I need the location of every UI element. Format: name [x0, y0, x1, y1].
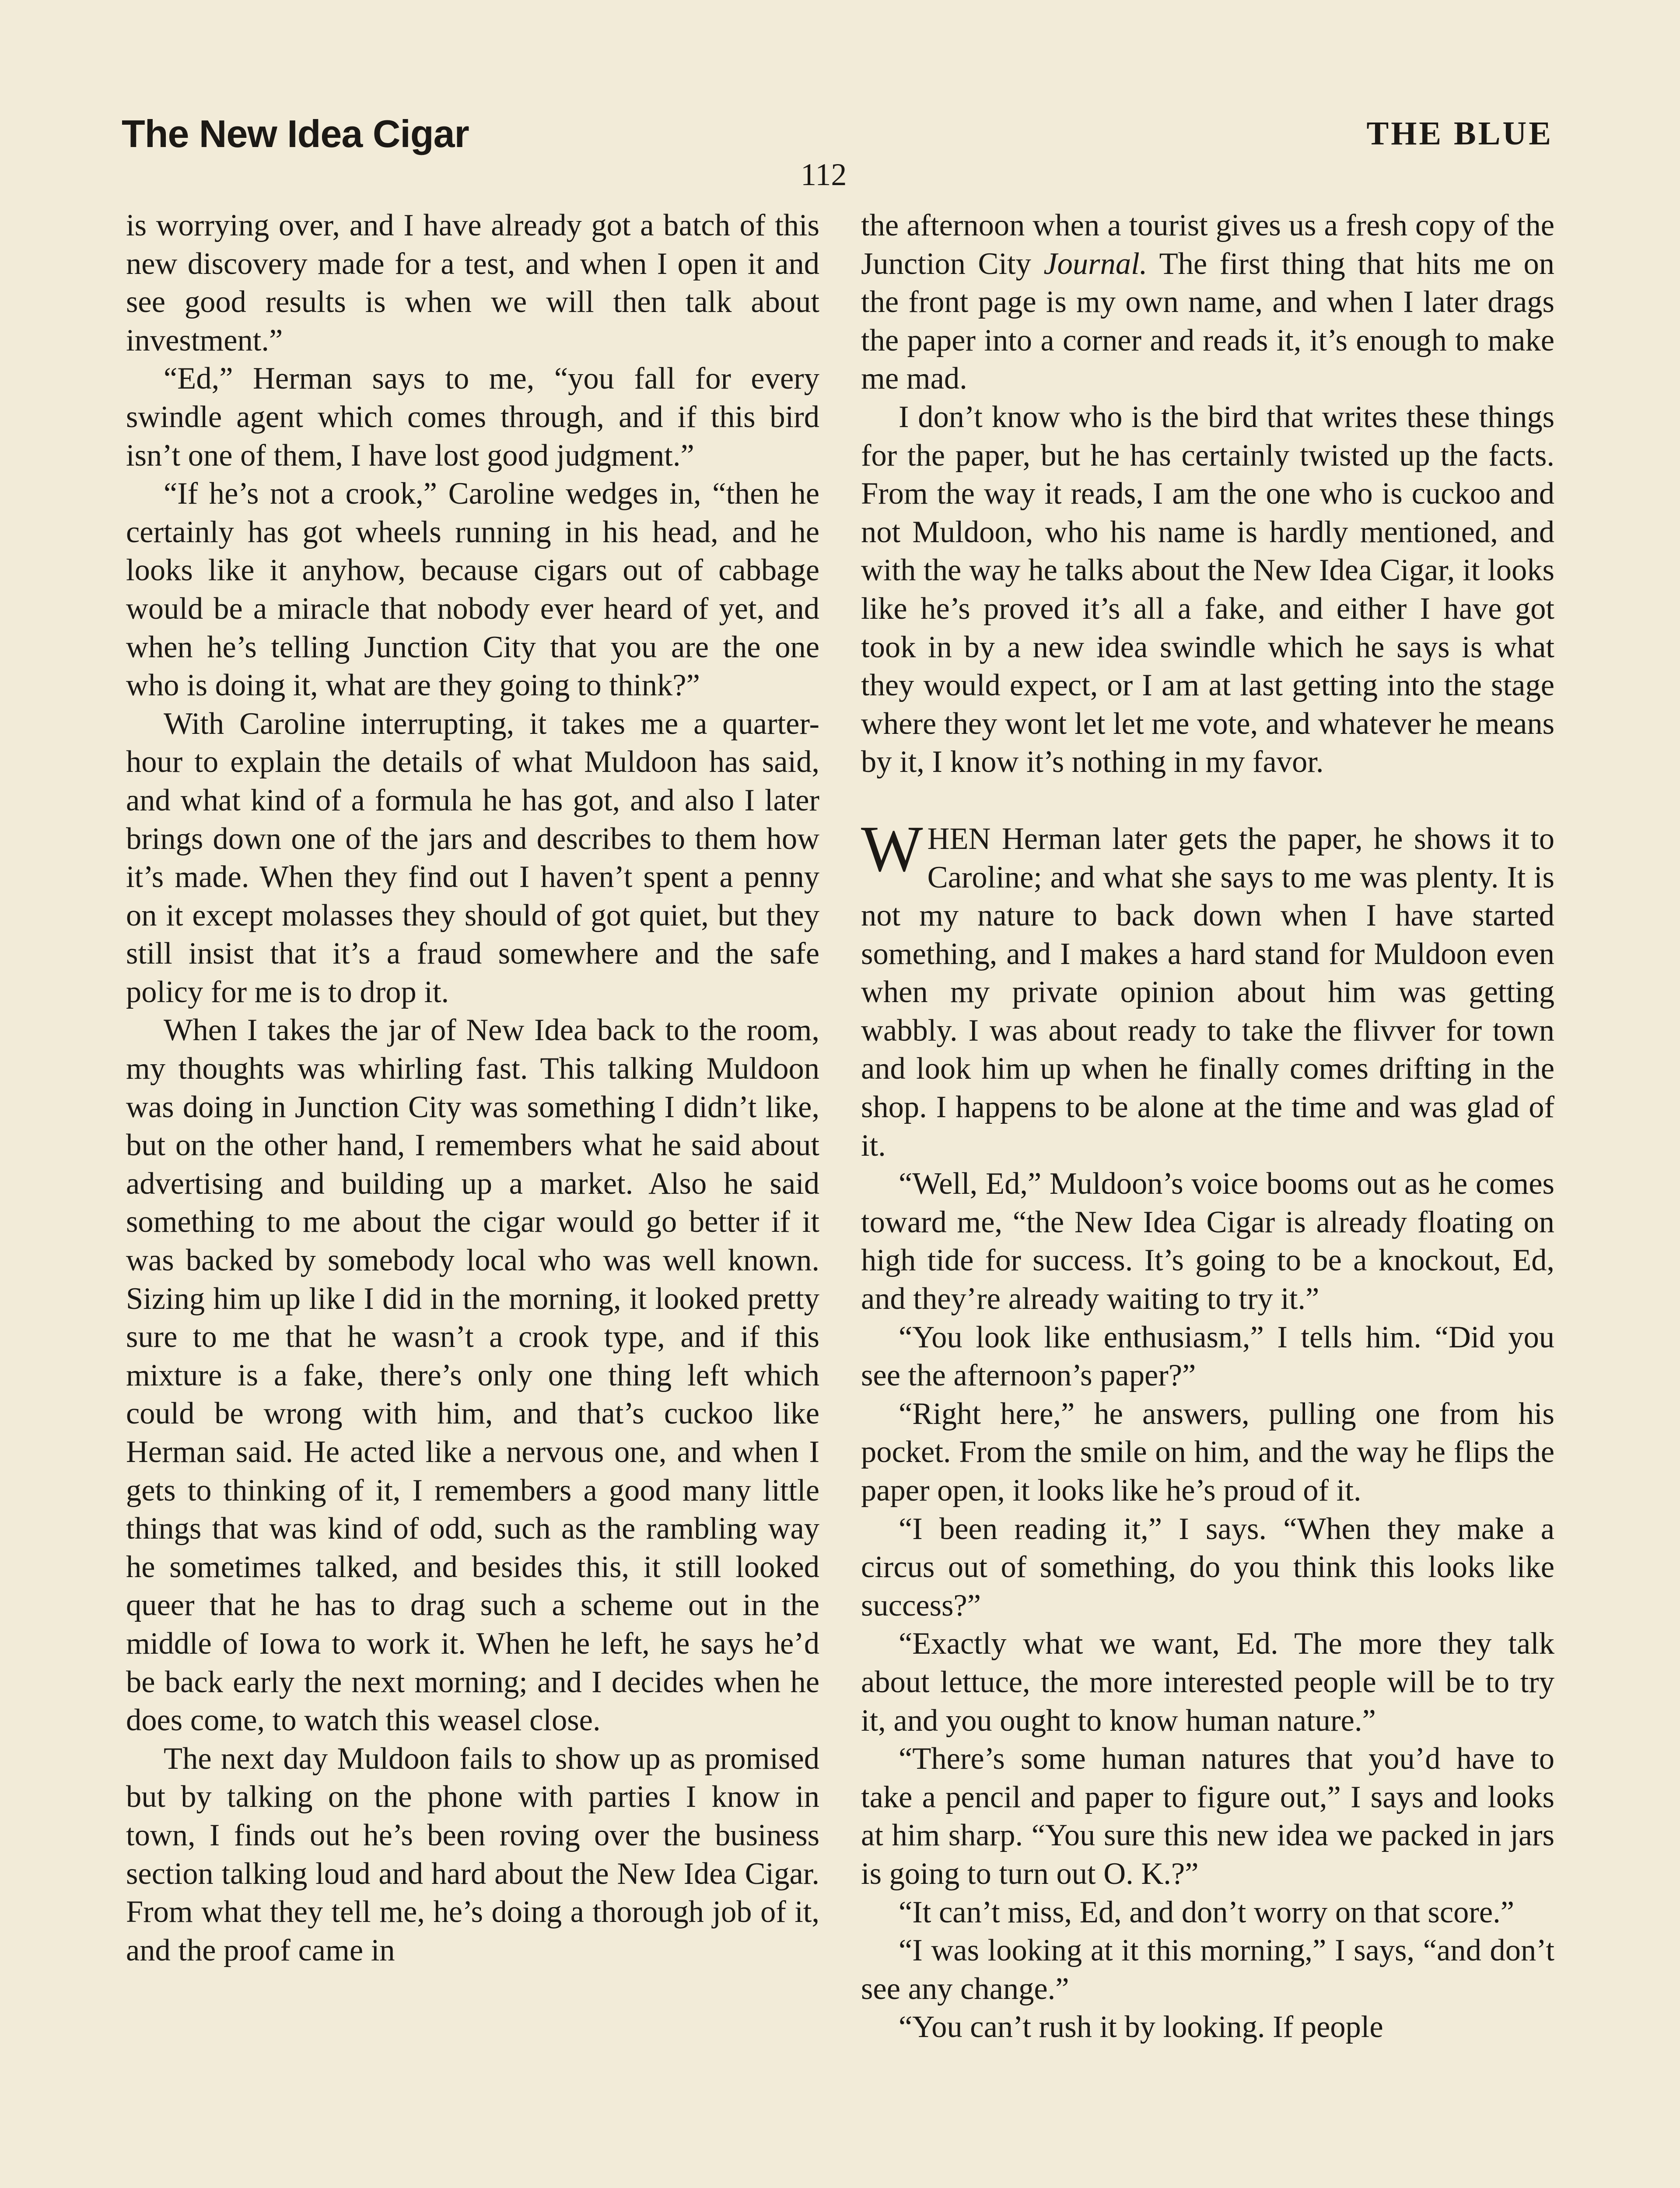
page-number: 112	[801, 157, 847, 192]
drop-cap: W	[861, 812, 923, 885]
paragraph	[861, 207, 1554, 398]
section-paragraph	[861, 812, 1554, 1165]
paragraph: “There’s some human natures that you’d have to take a pencil and paper to figure out,” I says and looks at him sharp. “You sure this new idea we packed in jars is going to turn out O. K.?”	[861, 1742, 1554, 1891]
paragraph: “I been reading it,” I says. “When they make a circus out of something, do you think this looks like success?”	[861, 1511, 1554, 1623]
paragraph: I don’t know who is the bird that writes these things for the paper, but he has certainly twisted up the facts. From the way it reads, I am the one who is cuckoo and not Muldoon, who his name is hardly mentioned, and with the way he talks about the New Idea Cigar, it looks like he’s proved it’s all a fake, and either I have got took in by a new idea swindle which he says is what they would expect, or I am at last getting into the stage where they wont let let me vote, and whatever he means by it, I know it’s nothing in my favor.	[861, 400, 1554, 779]
paragraph: With Caroline interrupting, it takes me a quarter-hour to explain the details of what Muldoon has said, and what kind of a formula he has got, and also I later brings down one of the jars and describes to them how it’s made. When they find out I haven’t spent a penny on it except molasses they should of got quiet, but they still insist that it’s a fraud somewhere and the safe policy for me is to drop it.	[126, 706, 819, 1009]
paragraph: “Ed,” Herman says to me, “you fall for every swindle agent which comes through, and if this bird isn’t one of them, I have lost good judgment.”	[126, 361, 819, 473]
paragraph: “You look like enthusiasm,” I tells him. “Did you see the afternoon’s paper?”	[861, 1320, 1554, 1393]
newspaper-name: Journal.	[1043, 246, 1148, 281]
story-title: The New Idea Cigar	[122, 112, 469, 155]
paragraph: The next day Muldoon fails to show up as promised but by talking on the phone with parties I know in town, I finds out he’s been roving over the business section talking loud and hard about the New Idea Cigar. From what they tell me, he’s doing a thorough job of it, and the proof came in	[126, 1741, 819, 1967]
paragraph: is worrying over, and I have already got a batch of this new discovery made for a test, and when I open it and see good results is when we will then talk about investment.”	[126, 208, 819, 358]
right-column	[861, 207, 1554, 2047]
paragraph: “I was looking at it this morning,” I says, “and don’t see any change.”	[861, 1933, 1554, 2006]
paragraph: “If he’s not a crook,” Caroline wedges in, “then he certainly has got wheels running in his head, and he looks like it anyhow, because cigars out of cabbage would be a miracle that nobody ever heard of yet, and when he’s telling Junction City that you are the one who is doing it, what are they going to think?”	[126, 477, 819, 703]
paragraph: “Well, Ed,” Muldoon’s voice booms out as he comes toward me, “the New Idea Cigar is already floating on high tide for success. It’s going to be a knockout, Ed, and they’re already waiting to try it.”	[861, 1167, 1554, 1316]
paragraph: “You can’t rush it by looking. If people	[899, 2010, 1383, 2044]
left-column	[126, 207, 819, 1970]
text-run: the afternoon when a tourist gives us a fresh copy of the Junction City	[861, 208, 1554, 281]
paragraph: “It can’t miss, Ed, and don’t worry on that score.”	[899, 1895, 1515, 1929]
paragraph: “Exactly what we want, Ed. The more they talk about lettuce, the more interested people will be to try it, and you ought to know human nature.”	[861, 1627, 1554, 1738]
magazine-name: THE BLUE	[1366, 115, 1553, 152]
text-run: The first thing that hits me on the front page is my own name, and when I later drags the paper into a corner and reads it, it’s enough to make me mad.	[861, 246, 1554, 396]
text-run: HEN Herman later gets the paper, he shows it to Caroline; and what she says to me was plenty. It is not my nature to back down when I have started something, and I makes a hard stand for Muldoon even when my private opinion about him was getting wabbly. I was about ready to take the flivver for town and look him up when he finally comes drifting in the shop. I happens to be alone at the time and was glad of it.	[861, 821, 1554, 1163]
paragraph: When I takes the jar of New Idea back to the room, my thoughts was whirling fast. This talking Muldoon was doing in Junction City was something I didn’t like, but on the other hand, I remembers what he said about advertising and building up a market. Also he said something to me about the cigar would go better if it was backed by somebody local who was well known. Sizing him up like I did in the morning, it looked pretty sure to me that he wasn’t a crook type, and if this mixture is a fake, there’s only one thing left which could be wrong with him, and that’s cuckoo like Herman said. He acted like a nervous one, and when I gets to thinking of it, I remembers a good many little things that was kind of odd, such as the rambling way he sometimes talked, and besides this, it still looked queer that he has to drag such a scheme out in the middle of Iowa to work it. When he left, he says he’d be back early the next morning; and I decides when he does come, to watch this weasel close.	[126, 1013, 819, 1738]
paragraph: “Right here,” he answers, pulling one from his pocket. From the smile on him, and the way he flips the paper open, it looks like he’s proud of it.	[861, 1396, 1554, 1508]
